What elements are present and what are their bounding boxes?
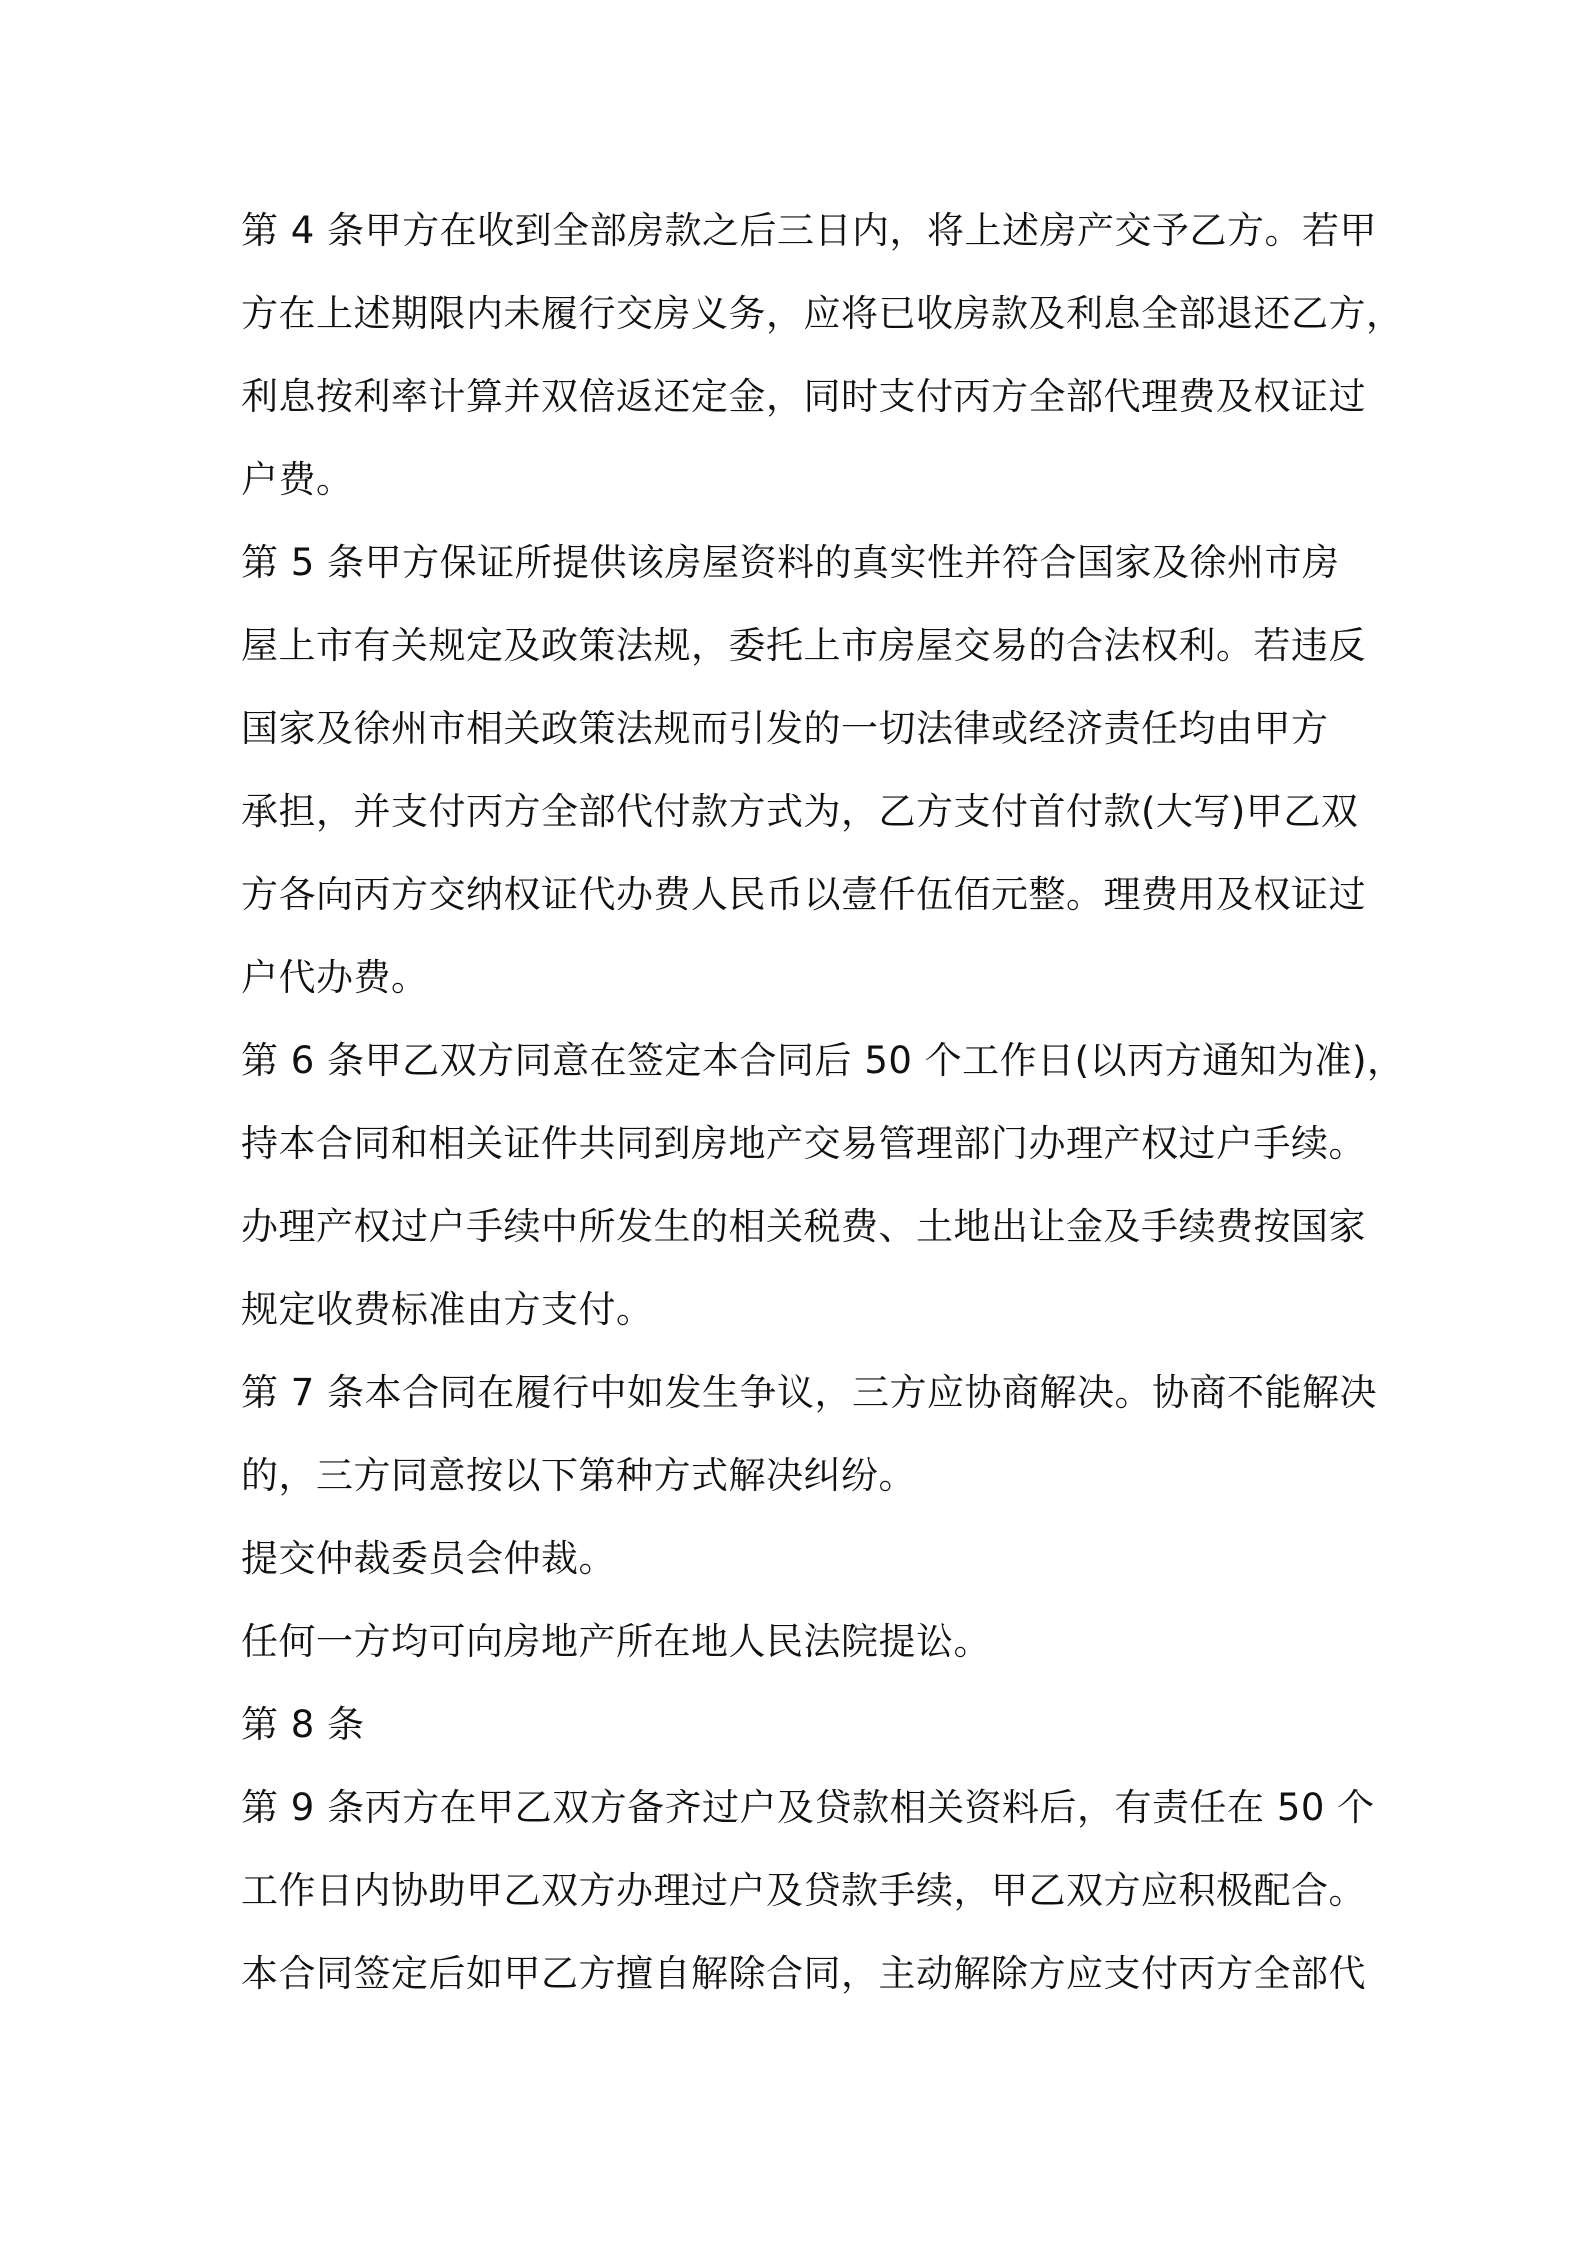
text-line: 第 4 条甲方在收到全部房款之后三日内，将上述房产交予乙方。若甲	[241, 209, 1378, 252]
text-line: 方在上述期限内未履行交房义务，应将已收房款及利息全部退还乙方，	[241, 292, 1404, 335]
text-line: 提交仲裁委员会仲裁。	[241, 1537, 616, 1580]
text-line: 利息按利率计算并双倍返还定金，同时支付丙方全部代理费及权证过	[241, 375, 1366, 418]
text-line: 户代办费。	[241, 956, 429, 999]
text-line: 第 9 条丙方在甲乙双方备齐过户及贷款相关资料后，有责任在 50 个	[241, 1786, 1375, 1829]
text-line: 国家及徐州市相关政策法规而引发的一切法律或经济责任均由甲方	[241, 707, 1329, 750]
text-line: 第 6 条甲乙双方同意在签定本合同后 50 个工作日(以丙方通知为准)，	[241, 1039, 1405, 1082]
text-line: 持本合同和相关证件共同到房地产交易管理部门办理产权过户手续。	[241, 1122, 1366, 1165]
text-line: 承担，并支付丙方全部代付款方式为，乙方支付首付款(大写)甲乙双	[241, 790, 1359, 833]
text-line: 第 8 条	[241, 1703, 365, 1746]
text-line: 工作日内协助甲乙双方办理过户及贷款手续，甲乙双方应积极配合。	[241, 1869, 1366, 1912]
text-line: 第 5 条甲方保证所提供该房屋资料的真实性并符合国家及徐州市房	[241, 541, 1340, 584]
text-line: 办理产权过户手续中所发生的相关税费、土地出让金及手续费按国家	[241, 1205, 1366, 1248]
text-line: 的，三方同意按以下第种方式解决纠纷。	[241, 1454, 916, 1497]
text-line: 本合同签定后如甲乙方擅自解除合同，主动解除方应支付丙方全部代	[241, 1952, 1366, 1995]
text-line: 规定收费标准由方支付。	[241, 1288, 654, 1331]
text-line: 任何一方均可向房地产所在地人民法院提讼。	[241, 1620, 991, 1663]
text-line: 户费。	[241, 458, 354, 501]
text-line: 第 7 条本合同在履行中如发生争议，三方应协商解决。协商不能解决	[241, 1371, 1378, 1414]
text-line: 屋上市有关规定及政策法规，委托上市房屋交易的合法权利。若违反	[241, 624, 1366, 667]
text-line: 方各向丙方交纳权证代办费人民币以壹仟伍佰元整。理费用及权证过	[241, 873, 1366, 916]
